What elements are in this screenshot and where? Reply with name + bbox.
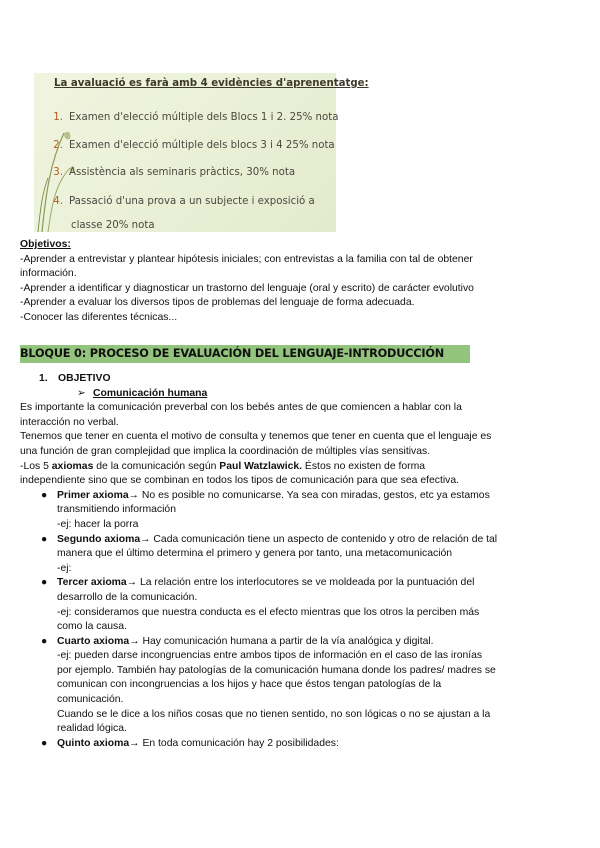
intro-line: una función de gran complejidad que implica la coordinación de múltiples vías sensitivas.: [20, 445, 431, 457]
axiom-name: Quinto axioma: [57, 737, 130, 749]
slide-item-continuation: classe 20% nota: [71, 220, 155, 231]
list-item: [20, 737, 580, 752]
section-heading: [20, 372, 580, 387]
objetivos-line: -Aprender a identificar y diagnosticar un trastorno del lenguaje (oral y escrito) de carácter evolutivo: [20, 282, 474, 294]
slide-item-number: 1.: [53, 112, 63, 123]
axiom-line: comunicación.: [57, 694, 124, 706]
axiom-line: -ej: hacer la porra: [57, 518, 139, 530]
slide-item-number: 4.: [53, 196, 63, 207]
axiom-text: En toda comunicación hay 2 posibilidades:: [139, 737, 339, 749]
axiom-name: Segundo axioma: [57, 533, 141, 545]
intro-line: interacción no verbal.: [20, 416, 119, 428]
subsection-title: Comunicación humana: [93, 387, 208, 399]
axioms-intro: [20, 460, 580, 475]
axiom-arrow-icon: →: [126, 577, 138, 589]
subsection-heading: [20, 387, 580, 402]
axiom-line: manera que el último determina el primero y genera por tanto, una metacomunicación: [57, 548, 453, 560]
section-title: OBJETIVO: [58, 373, 111, 384]
axiom-line: -ej:: [57, 562, 72, 574]
axiom-text: Hay comunicación humana a partir de la vía analógica y digital.: [139, 635, 434, 647]
objetivos-heading: Objetivos:: [20, 239, 71, 250]
axioms-list: [20, 489, 580, 752]
slide-item: [41, 166, 295, 181]
bloque-heading: BLOQUE 0: PROCESO DE EVALUACIÓN DEL LENGUAJE-INTRODUCCIÓN: [20, 345, 470, 363]
evaluation-slide-image: [34, 73, 369, 232]
slide-item: [41, 195, 315, 231]
slide-title: La avaluació es farà amb 4 evidències d'aprenentatge:: [54, 78, 369, 89]
axiom-line: por ejemplo. También hay patologías de la comunicación humana donde los padres/ madres se: [57, 664, 496, 676]
intro-line: Tenemos que tener en cuenta el motivo de consulta y tenemos que tener en cuenta que el lenguaje es: [20, 431, 492, 443]
objetivos-line: -Conocer las diferentes técnicas...: [20, 311, 178, 323]
objetivo-section: [20, 372, 580, 751]
axioms-intro-part: Éstos no existen de forma: [302, 460, 426, 472]
axiom-arrow-icon: →: [128, 489, 140, 501]
axiom-name: Cuarto axioma: [57, 635, 130, 647]
axiom-arrow-icon: →: [129, 737, 140, 749]
slide-item-number: 3.: [53, 167, 63, 178]
arrow-bullet-icon: ➢: [77, 387, 86, 399]
objetivos-line: información.: [20, 268, 77, 280]
slide-item-number: 2.: [53, 140, 63, 151]
axiom-text: La relación entre los interlocutores se ve moldeada por la puntuación del: [137, 577, 475, 589]
axiom-line: transmitiendo información: [57, 504, 176, 516]
axiom-line: -ej: pueden darse incongruencias entre ambos tipos de información en el caso de las ironías: [57, 650, 483, 662]
axiom-line: Cuando se le dice a los niños cosas que no tienen sentido, no son lógicas o no se ajustan a la: [57, 708, 491, 720]
axioms-intro-line: independiente sino que se combinan en todos los tipos de comunicación para que sea efectiva.: [20, 475, 460, 487]
axiom-line: desarrollo de la comunicación.: [57, 591, 198, 603]
list-item: [20, 576, 580, 634]
axioms-intro-part: -Los 5: [20, 460, 52, 472]
axiom-text: Cada comunicación tiene un aspecto de contenido y otro de relación de tal: [150, 533, 498, 545]
author-name: Paul Watzlawick.: [219, 460, 303, 472]
axiom-name: Tercer axioma: [57, 577, 127, 589]
bullet-icon: ●: [41, 533, 48, 545]
objetivos-line: -Aprender a evaluar los diversos tipos de problemas del lenguaje de forma adecuada.: [20, 297, 415, 309]
axiom-text: No es posible no comunicarse. Ya sea con miradas, gestos, etc ya estamos: [139, 489, 490, 501]
slide-item-text: Passació d'una prova a un subjecte i exposició a: [69, 196, 315, 207]
intro-line: Es importante la comunicación preverbal con los bebés antes de que comiencen a hablar con la: [20, 402, 462, 414]
bullet-icon: ●: [41, 737, 48, 749]
axiom-arrow-icon: →: [140, 533, 151, 545]
list-item: [20, 635, 580, 737]
axiom-name: Primer axioma: [57, 489, 129, 501]
axioms-word: axiomas: [51, 460, 94, 472]
bullet-icon: ●: [41, 635, 48, 647]
axiom-line: comunican con incongruencias a los hijos y hace que éstos tengan patologías de la: [57, 679, 442, 691]
slide-item-text: Assistència als seminaris pràctics, 30% nota: [69, 167, 296, 178]
axiom-line: como la causa.: [57, 621, 127, 633]
section-number: 1.: [39, 373, 48, 384]
list-item: [20, 533, 580, 577]
axiom-line: -ej: consideramos que nuestra conducta es el efecto mientras que los otros la perciben más: [57, 606, 480, 618]
objetivos-line: -Aprender a entrevistar y plantear hipótesis iniciales; con entrevistas a la familia con tal de obtener: [20, 253, 473, 265]
objetivos-section: [20, 238, 580, 326]
axiom-arrow-icon: →: [129, 635, 140, 647]
list-item: [20, 489, 580, 533]
axiom-line: realidad lógica.: [57, 723, 127, 735]
bullet-icon: ●: [41, 577, 48, 589]
slide-item-text: Examen d'elecció múltiple dels blocs 3 i 4 25% nota: [69, 140, 335, 151]
slide-item: [41, 139, 335, 154]
slide-item-text: Examen d'elecció múltiple dels Blocs 1 i 2. 25% nota: [69, 112, 339, 123]
slide-item: [41, 111, 338, 126]
axioms-intro-part: de la comunicación según: [93, 460, 220, 472]
bullet-icon: ●: [41, 489, 48, 501]
